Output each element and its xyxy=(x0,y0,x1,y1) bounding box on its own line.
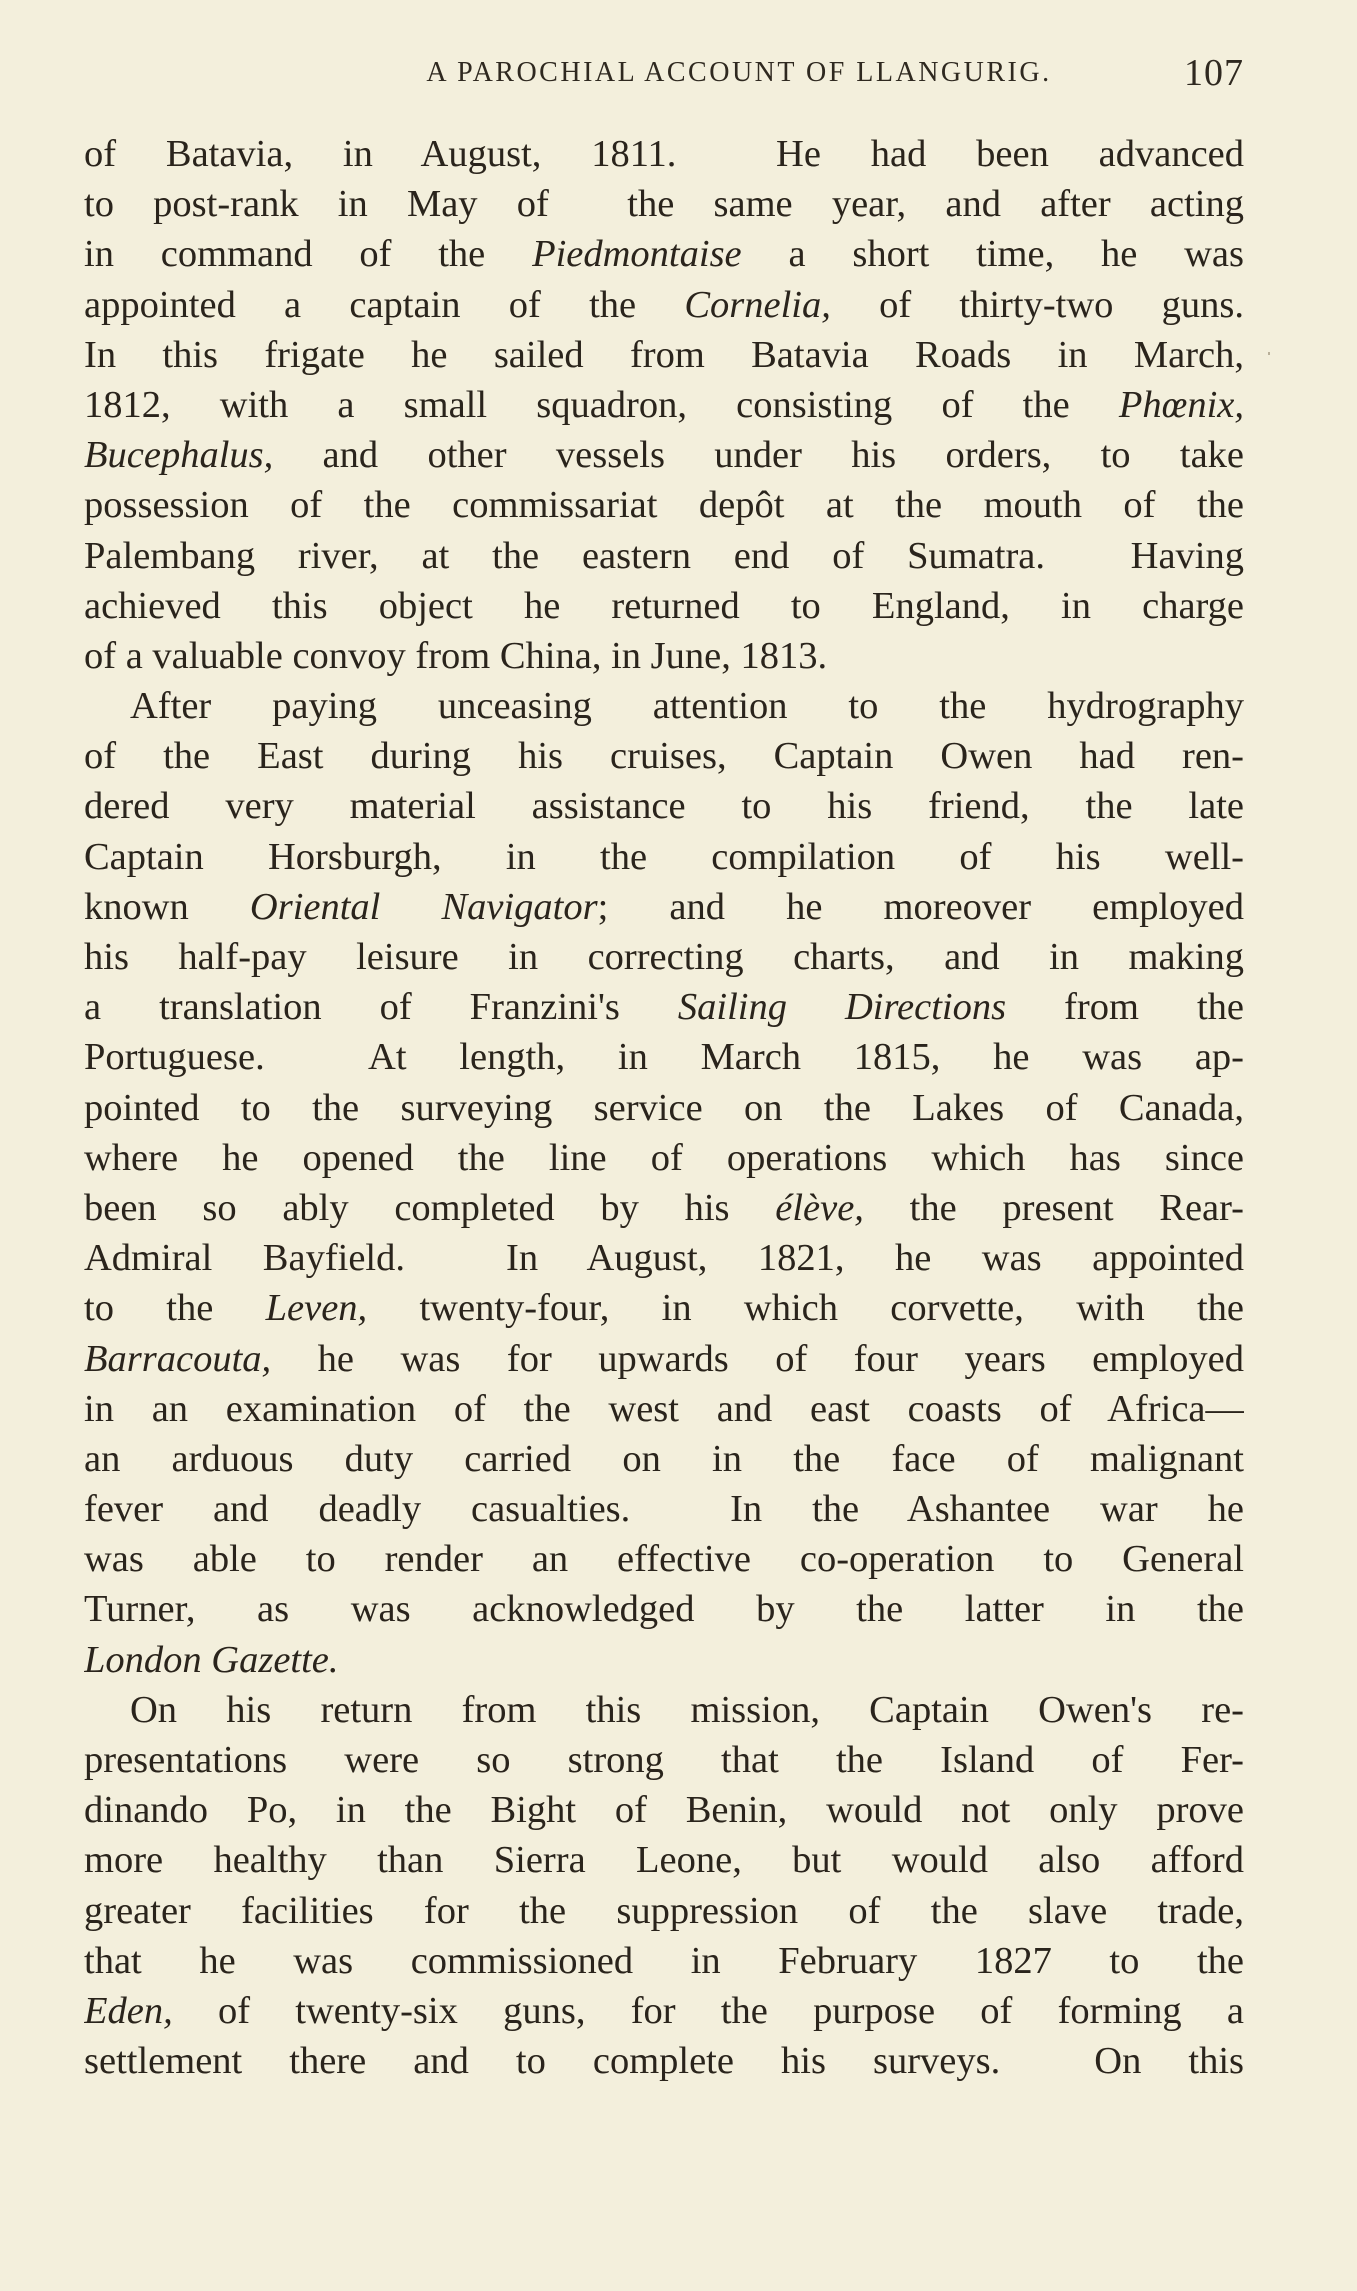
text-line xyxy=(84,2036,1244,2086)
text-line xyxy=(84,1584,1244,1634)
line-text: of thirty-two guns. xyxy=(830,283,1244,326)
line-text: the present Rear- xyxy=(863,1186,1244,1229)
line-text: Palembang river, at the eastern end of Sumatra. Having xyxy=(84,534,1244,577)
text-line xyxy=(84,631,1244,681)
text-line xyxy=(84,531,1244,581)
italic-text: Oriental Navigator xyxy=(249,885,598,928)
line-text: Admiral Bayfield. In August, 1821, he was appointed xyxy=(84,1237,1244,1280)
running-head xyxy=(84,48,1244,98)
italic-text: Cornelia, xyxy=(684,283,831,326)
text-line xyxy=(84,330,1244,380)
line-text: pointed to the surveying service on the Lakes of Canada, xyxy=(84,1086,1244,1129)
line-text: twenty-four, in which corvette, with the xyxy=(367,1287,1244,1330)
line-text: more healthy than Sierra Leone, but would also afford xyxy=(84,1839,1244,1882)
text-line xyxy=(84,1334,1244,1384)
page-number: 107 xyxy=(1184,52,1244,94)
line-text: of the East during his cruises, Captain Owen had ren- xyxy=(84,735,1244,778)
italic-text: élève, xyxy=(775,1186,864,1229)
line-text: an arduous duty carried on in the face of malignant xyxy=(84,1437,1244,1480)
italic-text: London Gazette. xyxy=(84,1638,339,1681)
line-text: Captain Horsburgh, in the compilation of his well- xyxy=(84,835,1244,878)
line-text: dinando Po, in the Bight of Benin, would not only prove xyxy=(84,1789,1244,1832)
line-text: possession of the commissariat depôt at the mouth of the xyxy=(84,484,1244,527)
text-line xyxy=(84,1133,1244,1183)
text-line xyxy=(84,681,1244,731)
line-text: dered very material assistance to his friend, the late xyxy=(84,785,1244,828)
text-line xyxy=(84,1384,1244,1434)
text-line xyxy=(84,1735,1244,1785)
text-line xyxy=(84,480,1244,530)
italic-text: Phœnix, xyxy=(1118,383,1244,426)
italic-text: Barracouta, xyxy=(84,1337,272,1380)
line-text: in an examination of the west and east coasts of Africa— xyxy=(84,1387,1244,1430)
text-line xyxy=(84,731,1244,781)
line-text: a short time, he was xyxy=(741,233,1244,276)
line-text: greater facilities for the suppression of the slave trade, xyxy=(84,1889,1244,1932)
line-text: presentations were so strong that the Island of Fer- xyxy=(84,1739,1244,1781)
running-title: A PAROCHIAL ACCOUNT OF LLANGURIG. xyxy=(426,57,1052,88)
line-text: from the xyxy=(1006,986,1244,1029)
text-line xyxy=(84,1635,1244,1685)
line-text: of Batavia, in August, 1811. He had been advanced xyxy=(84,133,1244,175)
line-text: After paying unceasing attention to the hydrography xyxy=(130,685,1244,728)
text-line xyxy=(84,781,1244,831)
text-line xyxy=(84,179,1244,229)
line-text: and other vessels under his orders, to take xyxy=(273,434,1244,477)
line-text: was able to render an effective co-operation to General xyxy=(84,1538,1244,1581)
text-line xyxy=(84,1534,1244,1584)
text-line xyxy=(84,1685,1244,1735)
line-text: to the xyxy=(84,1287,266,1330)
text-line xyxy=(84,1434,1244,1484)
line-text: he was for upwards of four years employed xyxy=(271,1337,1244,1380)
text-line xyxy=(84,882,1244,932)
text-line xyxy=(84,1986,1244,2036)
text-line xyxy=(84,1484,1244,1534)
line-text: been so ably completed by his xyxy=(84,1186,776,1229)
text-line xyxy=(84,1183,1244,1233)
paper-speck xyxy=(1268,352,1270,355)
line-text: Turner, as was acknowledged by the latter in the xyxy=(84,1588,1244,1631)
text-line xyxy=(84,982,1244,1032)
line-text: of twenty-six guns, for the purpose of forming a xyxy=(172,1989,1244,2032)
italic-text: Piedmontaise xyxy=(532,233,742,276)
body-text xyxy=(84,129,1244,2086)
text-line xyxy=(84,581,1244,631)
text-line xyxy=(84,129,1244,179)
text-line xyxy=(84,1936,1244,1986)
text-line xyxy=(84,1083,1244,1133)
text-line xyxy=(84,430,1244,480)
line-text: On his return from this mission, Captain Owen's re- xyxy=(130,1688,1244,1731)
line-text: In this frigate he sailed from Batavia Roads in March, xyxy=(84,333,1244,376)
text-line xyxy=(84,932,1244,982)
line-text: where he opened the line of operations which has since xyxy=(84,1136,1244,1179)
text-line xyxy=(84,832,1244,882)
line-text: a translation of Franzini's xyxy=(84,986,678,1029)
line-text: 1812, with a small squadron, consisting of the xyxy=(84,383,1119,426)
line-text: appointed a captain of the xyxy=(84,283,685,326)
text-line xyxy=(84,1886,1244,1936)
text-line xyxy=(84,1032,1244,1082)
line-text: of a valuable convoy from China, in June, 1813. xyxy=(84,634,828,677)
text-line xyxy=(84,1835,1244,1885)
line-text: his half-pay leisure in correcting charts, and in making xyxy=(84,936,1244,978)
line-text: in command of the xyxy=(84,233,533,276)
line-text: known xyxy=(84,885,250,928)
italic-text: Sailing Directions xyxy=(677,986,1007,1029)
line-text: that he was commissioned in February 1827 to the xyxy=(84,1939,1244,1982)
text-line xyxy=(84,380,1244,430)
line-text: fever and deadly casualties. In the Ashantee war he xyxy=(84,1488,1244,1531)
line-text: ; and he moreover employed xyxy=(597,885,1244,928)
italic-text: Leven, xyxy=(265,1287,368,1330)
italic-text: Bucephalus, xyxy=(84,434,274,477)
line-text: achieved this object he returned to England, in charge xyxy=(84,584,1244,627)
text-line xyxy=(84,229,1244,279)
text-line xyxy=(84,280,1244,330)
line-text: to post-rank in May of the same year, and after acting xyxy=(84,183,1244,226)
text-line xyxy=(84,1785,1244,1835)
text-line xyxy=(84,1233,1244,1283)
italic-text: Eden, xyxy=(84,1989,173,2032)
text-line xyxy=(84,1283,1244,1333)
line-text: Portuguese. At length, in March 1815, he was ap- xyxy=(84,1036,1244,1079)
line-text: settlement there and to complete his surveys. On this xyxy=(84,2040,1244,2083)
